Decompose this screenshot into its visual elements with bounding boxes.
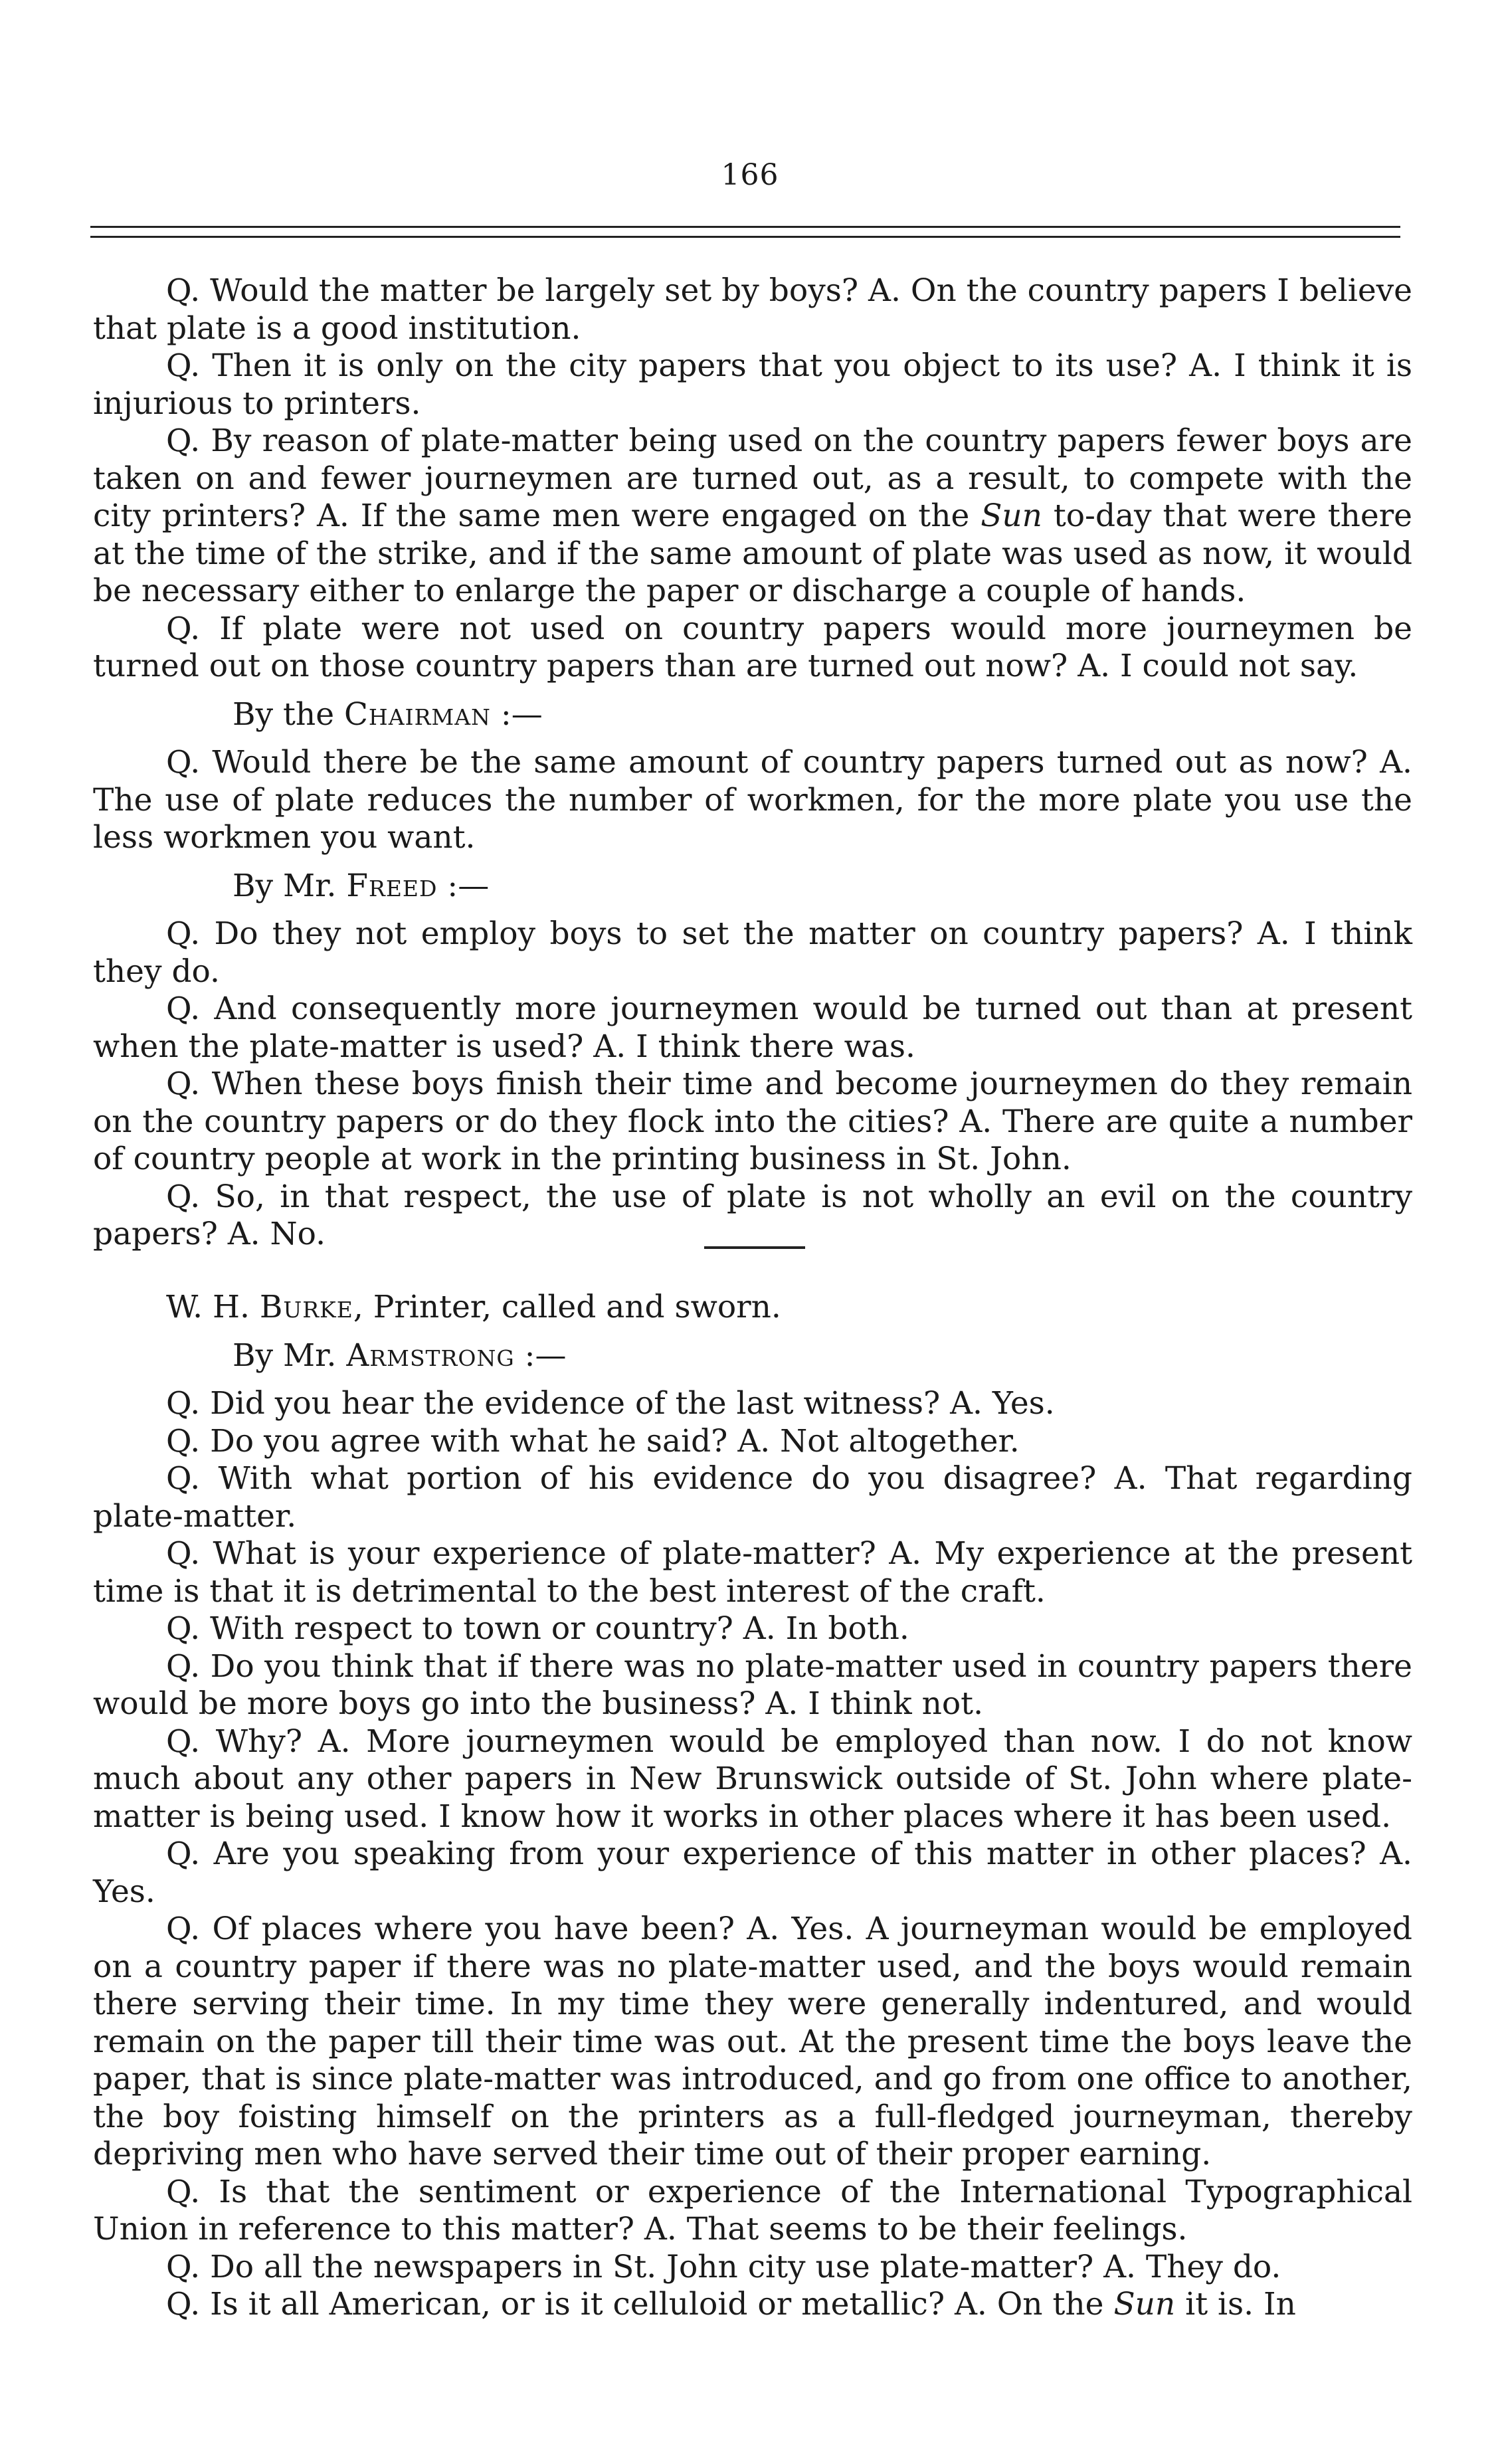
paragraph: Q. Would there be the same amount of country papers turned out as now? A. The use of plate reduces the number of workmen, for the more plate you use the less workmen you want. (93, 744, 1412, 856)
witness-heading: W. H. Burke, Printer, called and sworn. (166, 1289, 781, 1325)
paragraph: Q. Are you speaking from your experience of this matter in other places? A. Yes. (93, 1836, 1412, 1910)
paragraph: Q. Is that the sentiment or experience of the International Typographical Union in reference to this matter? A. That seems to be their feelings. (93, 2173, 1412, 2247)
paragraph: Q. When these boys finish their time and become journeymen do they remain on the country papers or do they flock into the cities? A. There are quite a number of country people at work in the printing business in St. John. (93, 1066, 1412, 1177)
paragraph: Q. Then it is only on the city papers that you object to its use? A. I think it is injurious to printers. (93, 347, 1412, 422)
section-divider (704, 1246, 805, 1249)
testimony-section-one (93, 272, 1412, 1254)
paragraph: Q. What is your experience of plate-matter? A. My experience at the present time is that it is detrimental to the best interest of the craft. (93, 1535, 1412, 1610)
paragraph: Q. Of places where you have been? A. Yes. A journeyman would be employed on a country paper if there was no plate-matter used, and the boys would remain there serving their time. In my time they were generally indentured, and would remain on the paper till their time was out. At the present time the boys leave the paper, that is since plate-matter was introduced, and go from one office to another, the boy foisting himself on the printers as a full-fledged journeyman, thereby depriving men who have served their time out of their proper earning. (93, 1911, 1412, 2172)
paragraph: Q. By reason of plate-matter being used on the country papers fewer boys are taken on and fewer journeymen are turned out, as a result, to compete with the city printers? A. If the same men were engaged on the Sun to-day that were there at the time of the strike, and if the same amount of plate was used as now, it would be necessary either to enlarge the paper or discharge a couple of hands. (93, 423, 1412, 609)
paragraph: Q. Do they not employ boys to set the matter on country papers? A. I think they do. (93, 915, 1412, 990)
paragraph: Q. Do you think that if there was no plate-matter used in country papers there would be more boys go into the business? A. I think not. (93, 1648, 1412, 1722)
newspaper-name-sun: Sun (1113, 2286, 1176, 2322)
paragraph: Q. With respect to town or country? A. In both. (166, 1610, 909, 1647)
paragraph: Q. Why? A. More journeymen would be employed than now. I do not know much about any other papers in New Brunswick outside of St. John where plate-matter is being used. I know how it works in other places where it has been used. (93, 1723, 1412, 1835)
paragraph: Q. And consequently more journeymen would be turned out than at present when the plate-matter is used? A. I think there was. (93, 991, 1412, 1065)
paragraph: Q. Do you agree with what he said? A. Not altogether. (166, 1422, 1020, 1460)
examiner-lead-chairman: By the Chairman :— (233, 696, 543, 733)
paragraph: Q. If plate were not used on country papers would more journeymen be turned out on those country papers than are turned out now? A. I could not say. (93, 610, 1412, 684)
page-number: 166 (721, 158, 779, 192)
examiner-lead-freed: By Mr. Freed :— (233, 867, 490, 904)
examiner-lead-armstrong: By Mr. Armstrong :— (233, 1337, 567, 1374)
paragraph: Q. Would the matter be largely set by boys? A. On the country papers I believe that plate is a good institution. (93, 272, 1412, 347)
header-double-rule (90, 226, 1400, 238)
paragraph: Q. Did you hear the evidence of the last witness? A. Yes. (166, 1385, 1055, 1422)
paragraph: Q. So, in that respect, the use of plate is not wholly an evil on the country papers? A. No. (93, 1178, 1412, 1252)
paragraph: Q. Is it all American, or is it celluloid or metallic? A. On the Sun it is. In (166, 2286, 1296, 2322)
paragraph: Q. With what portion of his evidence do you disagree? A. That regarding plate-matter. (93, 1460, 1412, 1535)
paragraph: Q. Do all the newspapers in St. John city use plate-matter? A. They do. (166, 2248, 1281, 2285)
testimony-section-two (93, 1289, 1412, 2324)
newspaper-name-sun: Sun (981, 498, 1042, 534)
